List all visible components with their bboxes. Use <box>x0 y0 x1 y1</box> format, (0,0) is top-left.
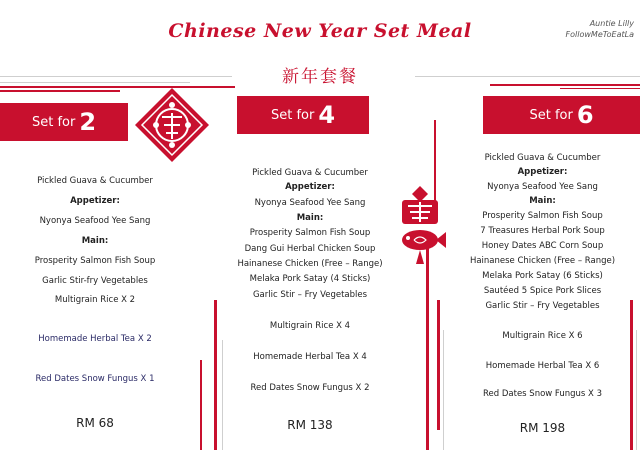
menu-item: Hainanese Chicken (Free – Range) <box>469 256 616 266</box>
menu-item: Pickled Guava & Cucumber <box>37 176 153 186</box>
menu-item: Red Dates Snow Fungus X 2 <box>250 383 370 393</box>
menu-item: Pickled Guava & Cucumber <box>484 153 601 163</box>
watermark-line-2: FollowMeToEatLa <box>565 30 634 39</box>
menu-item: Garlic Stir – Fry Vegetables <box>252 290 368 300</box>
menu-item: Homemade Herbal Tea X 6 <box>485 361 600 371</box>
menu-item: Multigrain Rice X 6 <box>502 331 583 341</box>
divider-line <box>0 76 232 77</box>
set-2-menu <box>0 150 190 450</box>
menu-item: Nyonya Seafood Yee Sang <box>39 216 151 226</box>
watermark <box>566 18 634 40</box>
vertical-line <box>443 330 444 450</box>
divider-line <box>0 82 190 83</box>
banner-label: Set for <box>529 107 573 123</box>
menu-item: Nyonya Seafood Yee Sang <box>254 198 366 208</box>
set-banner-4 <box>237 96 369 134</box>
page-title: Chinese New Year Set Meal <box>168 20 472 42</box>
banner-label: Set for <box>31 114 76 130</box>
menu-item: Prosperity Salmon Fish Soup <box>34 256 156 266</box>
menu-item: Homemade Herbal Tea X 2 <box>38 334 152 344</box>
set-price: RM 198 <box>519 421 566 435</box>
menu-item: Pickled Guava & Cucumber <box>252 168 368 178</box>
set-banner-6 <box>483 96 640 134</box>
menu-item: Honey Dates ABC Corn Soup <box>481 241 604 251</box>
banner-label: Set for <box>270 107 315 123</box>
divider-line <box>415 76 640 77</box>
watermark-line-1: Auntie Lilly <box>589 19 634 28</box>
menu-item: Prosperity Salmon Fish Soup <box>482 211 603 221</box>
menu-heading: Main: <box>296 213 324 223</box>
menu-heading: Main: <box>81 236 109 246</box>
set-banner-2 <box>0 103 128 141</box>
menu-item: Multigrain Rice X 4 <box>269 321 351 331</box>
menu-item: Melaka Pork Satay (6 Sticks) <box>482 271 603 281</box>
menu-item: Hainanese Chicken (Free – Range) <box>237 259 383 269</box>
vertical-line <box>437 300 440 430</box>
menu-item: Melaka Pork Satay (4 Sticks) <box>249 274 371 284</box>
menu-item: Red Dates Snow Fungus X 3 <box>483 389 602 399</box>
menu-item: Garlic Stir – Fry Vegetables <box>485 301 600 311</box>
menu-item: Multigrain Rice X 2 <box>54 295 136 305</box>
set-6-menu <box>445 150 640 450</box>
menu-heading: Appetizer: <box>70 196 120 206</box>
vertical-line <box>200 360 202 450</box>
page-subtitle: 新年套餐 <box>282 67 358 87</box>
divider-line <box>560 88 640 89</box>
menu-item: 7 Treasures Herbal Pork Soup <box>480 226 605 236</box>
menu-item: Homemade Herbal Tea X 4 <box>253 352 367 362</box>
banner-number: 2 <box>79 108 97 136</box>
divider-line <box>490 84 640 86</box>
set-price: RM 68 <box>76 416 114 430</box>
menu-item: Garlic Stir-fry Vegetables <box>42 276 148 286</box>
menu-item: Dang Gui Herbal Chicken Soup <box>244 244 376 254</box>
menu-item: Prosperity Salmon Fish Soup <box>249 228 371 238</box>
set-price: RM 138 <box>287 418 333 432</box>
vertical-line <box>426 240 429 450</box>
menu-heading: Main: <box>529 196 556 206</box>
menu-item: Red Dates Snow Fungus X 1 <box>35 374 155 384</box>
banner-number: 4 <box>318 101 336 129</box>
set-4-menu <box>215 150 405 450</box>
menu-heading: Appetizer: <box>285 182 335 192</box>
menu-item: Nyonya Seafood Yee Sang <box>487 182 598 192</box>
banner-number: 6 <box>576 101 594 129</box>
menu-item: Sautéed 5 Spice Pork Slices <box>483 286 602 296</box>
divider-line <box>0 90 120 92</box>
menu-heading: Appetizer: <box>517 167 568 177</box>
